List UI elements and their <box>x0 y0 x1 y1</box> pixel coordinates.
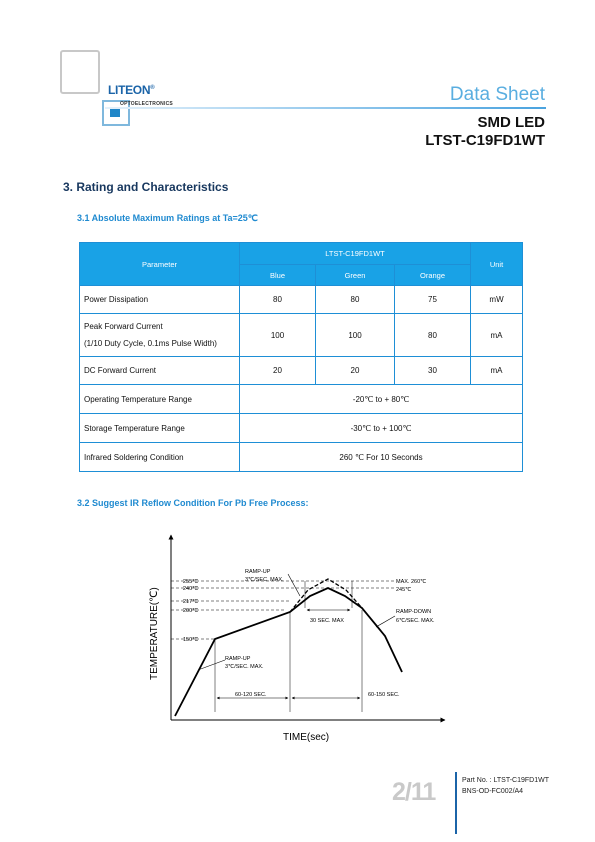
section-heading-abs-max: 3.1 Absolute Maximum Ratings at Ta=25℃ <box>77 213 258 223</box>
part-title: LTST-C19FD1WT <box>425 132 545 149</box>
brand-logo: LITEON® <box>108 83 155 97</box>
annot-peak-time: 30 SEC. MAX <box>310 618 344 624</box>
y-tick: 150℃ <box>183 637 199 643</box>
row-param-line2: (1/10 Duty Cycle, 0.1ms Pulse Width) <box>84 339 217 348</box>
table-row <box>80 443 523 472</box>
header-parameter: Parameter <box>80 243 240 286</box>
y-axis-label: TEMPERATURE(℃) <box>149 587 160 680</box>
annot-max-temp: MAX. 260℃ <box>396 579 427 585</box>
y-tick: 255℃ <box>183 579 199 585</box>
reflow-profile-chart <box>140 530 470 745</box>
footer-part-no: Part No. : LTST-C19FD1WT <box>462 777 549 784</box>
row-param-line1: Peak Forward Current <box>84 322 163 331</box>
section-heading-rating: 3. Rating and Characteristics <box>63 180 229 194</box>
brand-subtitle: OPTOELECTRONICS <box>120 101 173 107</box>
cell-orange: 80 <box>395 314 471 357</box>
footer-divider <box>455 772 457 834</box>
row-param: Storage Temperature Range <box>80 414 240 443</box>
cell-green: 80 <box>316 286 395 314</box>
header-unit: Unit <box>471 243 523 286</box>
cell-unit: mA <box>471 314 523 357</box>
row-param <box>80 314 240 357</box>
product-line: SMD LED <box>477 114 545 131</box>
cell-blue: 80 <box>240 286 316 314</box>
table-row <box>80 286 523 314</box>
doc-type-title: Data Sheet <box>449 84 545 105</box>
table-row <box>80 357 523 385</box>
header-orange: Orange <box>395 265 471 286</box>
annot-ramp-up-low-1: RAMP-UP <box>225 656 251 662</box>
footer-doc-no: BNS-OD-FC002/A4 <box>462 788 524 795</box>
profile-dashed <box>290 579 362 612</box>
header-rule <box>105 107 546 109</box>
header-blue: Blue <box>240 265 316 286</box>
cell-blue: 100 <box>240 314 316 357</box>
annot-ramp-up-low-2: 3℃/SEC. MAX. <box>225 664 264 670</box>
ratings-table <box>79 242 523 472</box>
y-tick: 200℃ <box>183 608 199 614</box>
row-param: Infrared Soldering Condition <box>80 443 240 472</box>
header-model: LTST-C19FD1WT <box>240 243 471 265</box>
row-param: Operating Temperature Range <box>80 385 240 414</box>
row-param: Power Dissipation <box>80 286 240 314</box>
annot-preheat-time: 60-120 SEC. <box>235 692 267 698</box>
cell-span-value: -30℃ to + 100℃ <box>240 414 523 443</box>
table-row <box>80 385 523 414</box>
table-row <box>80 314 523 357</box>
x-axis-label: TIME(sec) <box>283 732 330 743</box>
annot-ramp-down-2: 6℃/SEC. MAX. <box>396 618 435 624</box>
y-tick: 240℃ <box>183 586 199 592</box>
row-param: DC Forward Current <box>80 357 240 385</box>
cell-span-value: 260 ℃ For 10 Seconds <box>240 443 523 472</box>
cell-orange: 75 <box>395 286 471 314</box>
logo-frame <box>60 50 100 94</box>
ramp-up-top-pointer <box>288 574 300 596</box>
cell-unit: mA <box>471 357 523 385</box>
ramp-down-pointer <box>376 616 395 627</box>
annot-ramp-down-1: RAMP-DOWN <box>396 609 432 615</box>
y-tick: 217℃ <box>183 599 199 605</box>
section-heading-ir-reflow: 3.2 Suggest IR Reflow Condition For Pb Free Process: <box>77 498 309 508</box>
annot-max-245: 245℃ <box>396 587 412 593</box>
annot-ramp-up-top-2: 3℃/SEC. MAX. <box>245 577 284 583</box>
table-row <box>80 414 523 443</box>
header-green: Green <box>316 265 395 286</box>
cell-unit: mW <box>471 286 523 314</box>
cell-blue: 20 <box>240 357 316 385</box>
annot-ramp-up-top-1: RAMP-UP <box>245 569 271 575</box>
cell-green: 20 <box>316 357 395 385</box>
cell-orange: 30 <box>395 357 471 385</box>
annot-reflow-time: 60-150 SEC. <box>368 692 400 698</box>
cell-green: 100 <box>316 314 395 357</box>
page-number: 2/11 <box>392 778 436 806</box>
cell-span-value: -20℃ to + 80℃ <box>240 385 523 414</box>
